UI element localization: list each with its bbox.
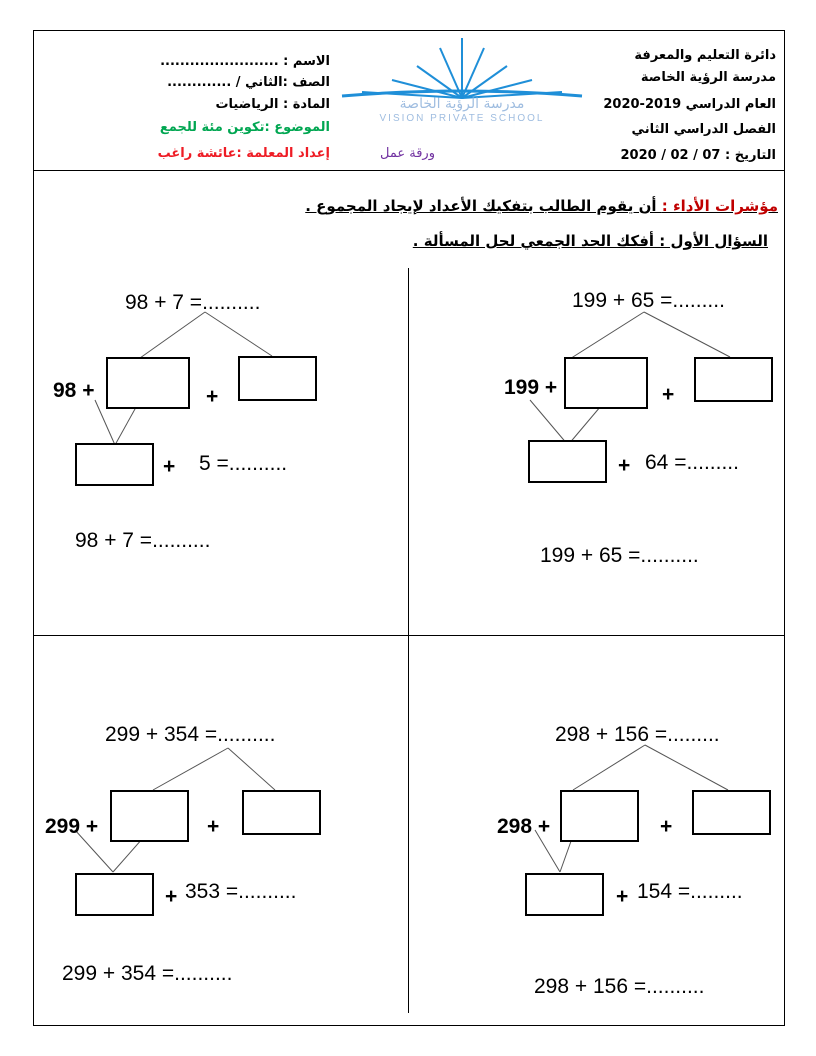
problem-1-prefix: 199 + bbox=[504, 376, 558, 399]
problem-3-mid-plus: + bbox=[616, 885, 629, 908]
problem-3-plus: + bbox=[660, 815, 673, 838]
teacher-field: إعداد المعلمة :عائشة راغب bbox=[157, 146, 330, 161]
problem-3-answer-box-a[interactable] bbox=[560, 790, 639, 842]
problem-1-answer-box-a[interactable] bbox=[564, 357, 648, 409]
problem-1-remainder: 64 =......... bbox=[645, 451, 739, 474]
problem-4-result: 299 + 354 =.......... bbox=[62, 962, 233, 985]
indicators-text: أن يقوم الطالب بتفكيك الأعداد لإيجاد المجموع . bbox=[305, 197, 662, 215]
problem-1-equation: 199 + 65 =......... bbox=[572, 289, 725, 312]
problem-4-plus: + bbox=[207, 815, 220, 838]
problem-4-answer-box-b[interactable] bbox=[242, 790, 321, 835]
problem-1-mid-plus: + bbox=[618, 454, 631, 477]
problem-2-remainder: 5 =.......... bbox=[199, 452, 288, 475]
problem-2-answer-box-a[interactable] bbox=[106, 357, 190, 409]
indicators-label: مؤشرات الأداء : bbox=[661, 197, 778, 215]
header-right-line-3: العام الدراسي 2019-2020 bbox=[603, 97, 776, 112]
problem-4-prefix: 299 + bbox=[45, 815, 99, 838]
problem-3-prefix: 298 + bbox=[497, 815, 551, 838]
header-right-line-1: دائرة التعليم والمعرفة bbox=[634, 48, 776, 63]
logo-arabic-text: مدرسة الرؤية الخاصة bbox=[399, 96, 525, 112]
problem-4-equation: 299 + 354 =.......... bbox=[105, 723, 276, 746]
problem-3-answer-box-b[interactable] bbox=[692, 790, 771, 835]
problem-2-equation: 98 + 7 =.......... bbox=[125, 291, 261, 314]
problem-1-answer-box-b[interactable] bbox=[694, 357, 773, 402]
header-right-line-2: مدرسة الرؤية الخاصة bbox=[640, 70, 776, 85]
student-name-field: الاسم : ........................ bbox=[160, 54, 330, 69]
logo-english-text: VISION PRIVATE SCHOOL bbox=[379, 113, 545, 124]
problem-4-answer-box-c[interactable] bbox=[75, 873, 154, 916]
problem-1-answer-box-c[interactable] bbox=[528, 440, 607, 483]
problem-2-plus: + bbox=[206, 385, 219, 408]
problem-4-answer-box-a[interactable] bbox=[110, 790, 189, 842]
problem-3-equation: 298 + 156 =......... bbox=[555, 723, 720, 746]
problem-3-answer-box-c[interactable] bbox=[525, 873, 604, 916]
problem-4-remainder: 353 =.......... bbox=[185, 880, 297, 903]
topic-field: الموضوع :تكوين مئة للجمع bbox=[159, 120, 330, 135]
worksheet-label: ورقة عمل bbox=[380, 146, 435, 161]
student-class-field: الصف :الثاني / ............. bbox=[167, 75, 330, 90]
problem-2-answer-box-b[interactable] bbox=[238, 356, 317, 401]
question-one-title: السؤال الأول : أفكك الحد الجمعي لحل المسألة . bbox=[412, 232, 768, 250]
problem-2-answer-box-c[interactable] bbox=[75, 443, 154, 486]
problem-1-result: 199 + 65 =.......... bbox=[540, 544, 699, 567]
header-right-line-4: الفصل الدراسي الثاني bbox=[631, 122, 776, 137]
problem-3-remainder: 154 =......... bbox=[637, 880, 743, 903]
problem-1-plus: + bbox=[662, 383, 675, 406]
problem-4-mid-plus: + bbox=[165, 885, 178, 908]
problem-2-result: 98 + 7 =.......... bbox=[75, 529, 211, 552]
subject-field: المادة : الرياضيات bbox=[215, 97, 330, 112]
problem-2-prefix: 98 + bbox=[53, 379, 95, 402]
header-date: التاريخ : 07 / 02 / 2020 bbox=[620, 148, 776, 163]
problem-3-result: 298 + 156 =.......... bbox=[534, 975, 705, 998]
problem-2-mid-plus: + bbox=[163, 455, 176, 478]
